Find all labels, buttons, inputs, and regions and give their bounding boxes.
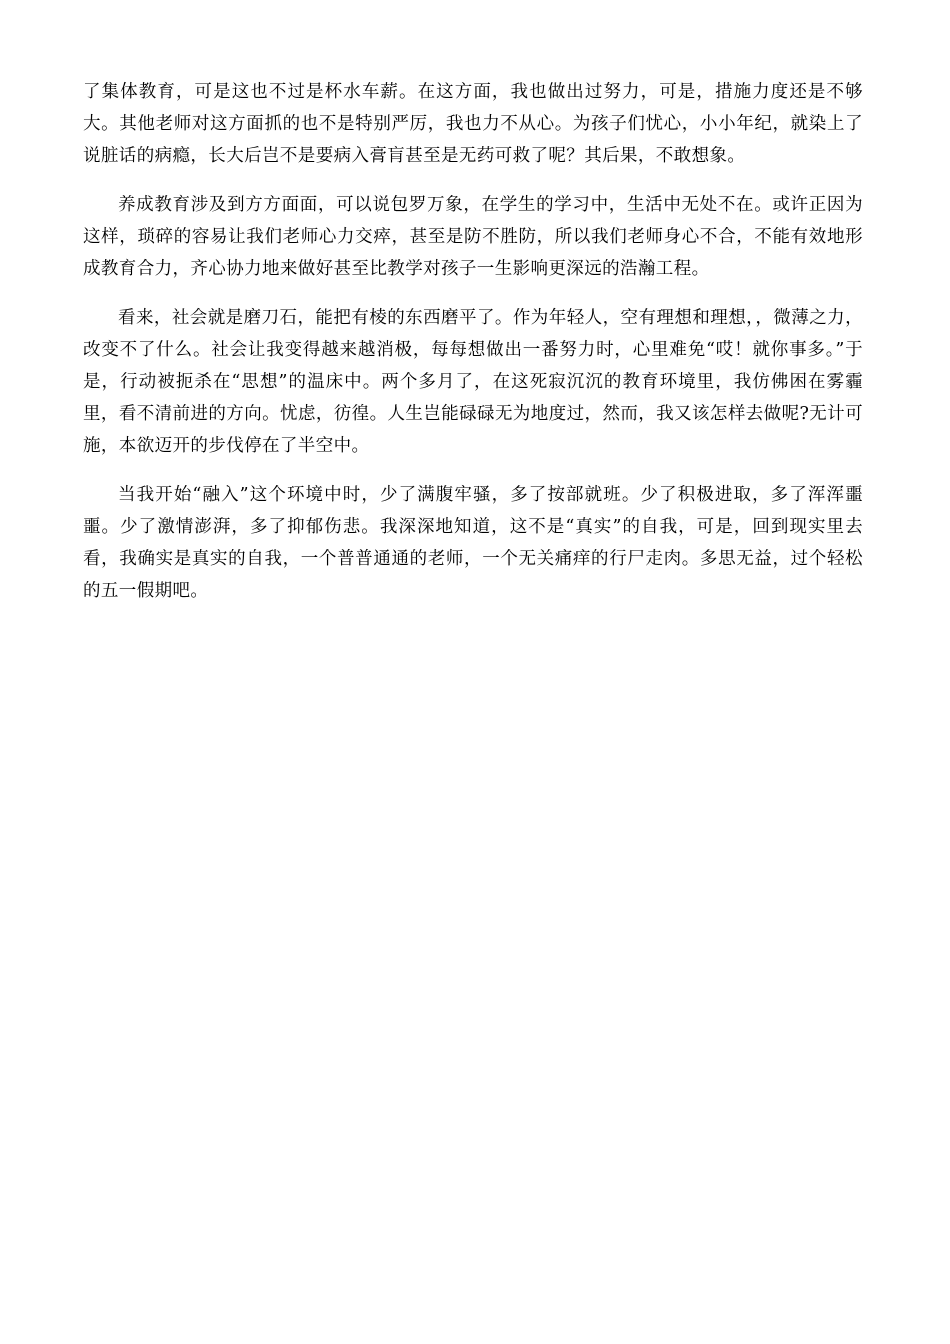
paragraph-4: 当我开始“融入”这个环境中时，少了满腹牢骚，多了按部就班。少了积极进取，多了浑浑噩噩。少了激情澎湃，多了抑郁伤悲。我深深地知道，这不是“真实”的自我，可是，回到现实里去看，我确实是真实的自我，一个普普通通的老师，一个无关痛痒的行尸走肉。多思无益，过个轻松的五一假期吧。 (83, 485, 863, 601)
paragraph-1: 了集体教育，可是这也不过是杯水车薪。在这方面，我也做出过努力，可是，措施力度还是不够大。其他老师对这方面抓的也不是特别严厉，我也力不从心。为孩子们忧心，小小年纪，就染上了说脏话的病瘾，长大后岂不是要病入膏肓甚至是无药可救了呢？其后果，不敢想象。 (83, 82, 863, 166)
document-body (83, 76, 863, 624)
paragraph-2: 养成教育涉及到方方面面，可以说包罗万象，在学生的学习中，生活中无处不在。或许正因为这样，琐碎的容易让我们老师心力交瘁，甚至是防不胜防，所以我们老师身心不合，不能有效地形成教育合力，齐心协力地来做好甚至比教学对孩子一生影响更深远的浩瀚工程。 (83, 195, 863, 279)
paragraph-3: 看来，社会就是磨刀石，能把有棱的东西磨平了。作为年轻人，空有理想和理想，，微薄之力，改变不了什么。社会让我变得越来越消极，每每想做出一番努力时，心里难免“哎！就你事多。”于是，行动被扼杀在“思想”的温床中。两个多月了，在这死寂沉沉的教育环境里，我仿佛困在雾霾里，看不清前进的方向。忧虑，彷徨。人生岂能碌碌无为地度过，然而，我又该怎样去做呢?无计可施，本欲迈开的步伐停在了半空中。 (83, 308, 863, 456)
